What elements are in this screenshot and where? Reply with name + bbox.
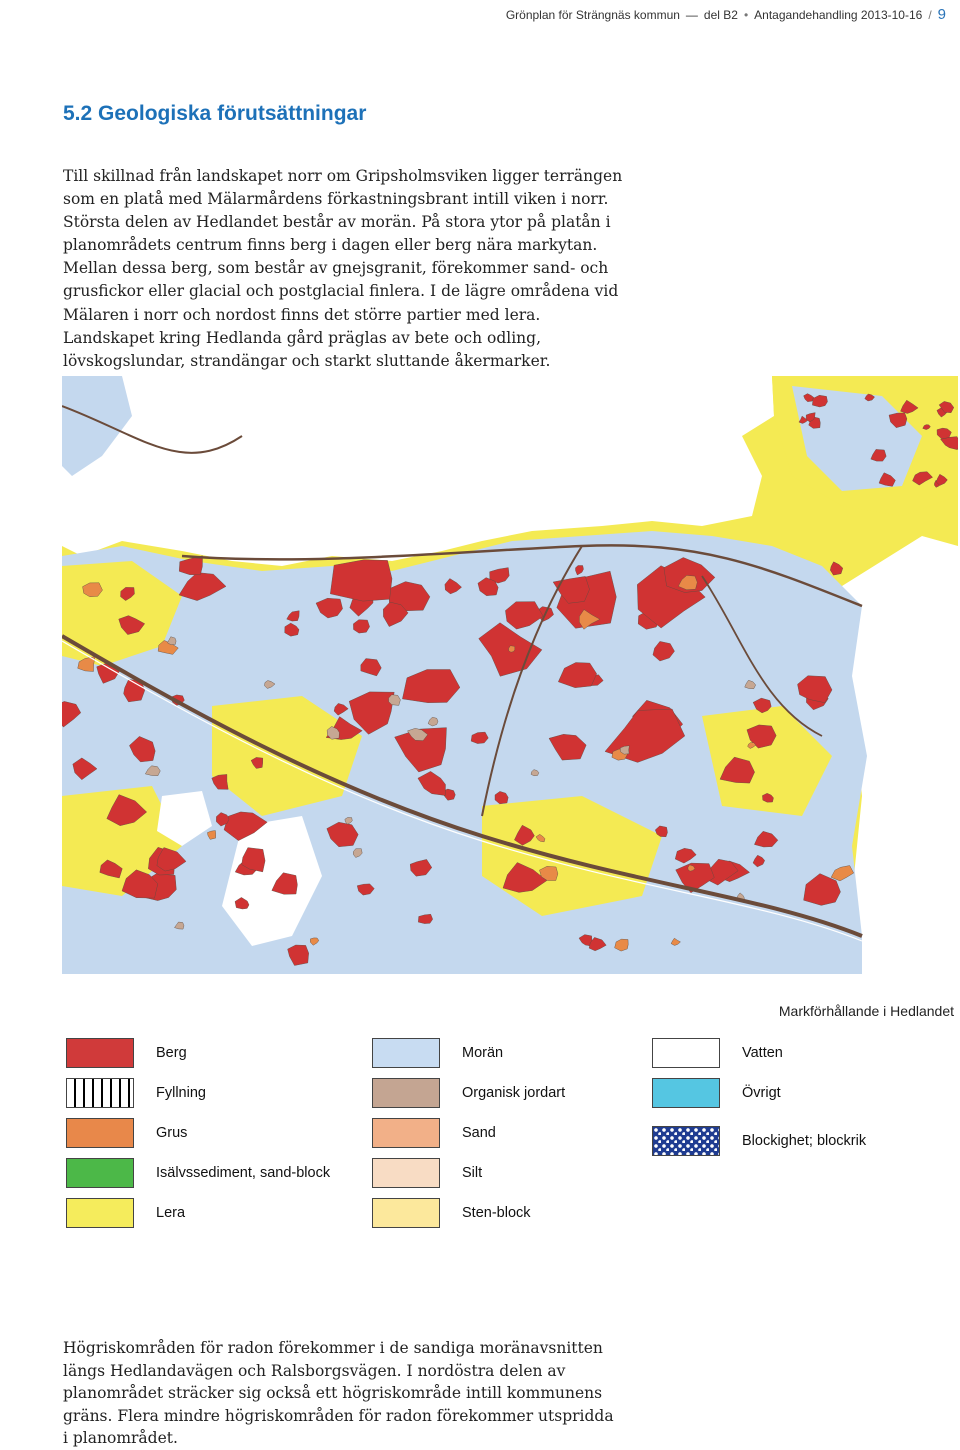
legend-item-silt <box>372 1158 482 1188</box>
map-berg-patch <box>330 560 392 601</box>
legend-label: Sand <box>462 1125 496 1141</box>
legend-item-berg <box>66 1038 187 1068</box>
legend-item-sand <box>372 1118 496 1148</box>
legend-item-fyllning <box>66 1078 206 1108</box>
legend-label: Silt <box>462 1165 483 1181</box>
legend-swatch-berg <box>66 1038 134 1068</box>
legend-title: Markförhållande i Hedlandet <box>778 1003 954 1019</box>
section-body: Till skillnad från landskapet norr om Gripsholmsviken ligger terrängen som en platå med Mälarmårdens förkastningsbrant intill viken i norr. Största delen av Hedlandet består av morän. På stora ytor på platån i planområdets centrum finns berg i dagen eller berg nära markytan. Mellan dessa berg, som består av gnejsgranit, förekommer sand- och grusfickor eller glacial och postglacial finlera. I de lägre områdena vid Mälaren i norr och nordost finns det större partier med lera. Landskapet kring Hedlanda gård präglas av bete och odling, lövskogslundar, strandängar och starkt sluttande åkermarker. <box>63 167 623 370</box>
legend-item-ovrigt <box>652 1078 781 1108</box>
legend-label: Sten-block <box>462 1205 531 1221</box>
legend-item-blockighet <box>652 1126 866 1156</box>
legend-swatch-silt <box>372 1158 440 1188</box>
page-slash: / <box>928 7 932 22</box>
map-berg-patch <box>353 620 369 633</box>
document-title: Grönplan för Strängnäs kommun <box>505 7 680 22</box>
legend-swatch-sten-block <box>372 1198 440 1228</box>
legend-label: Grus <box>156 1125 188 1141</box>
legend-label: Övrigt <box>742 1085 781 1101</box>
legend <box>62 1030 882 1235</box>
legend-item-lera <box>66 1198 185 1228</box>
legend-swatch-blockighet <box>652 1126 720 1156</box>
legend-label: Morän <box>462 1045 504 1061</box>
document-part: del B2 <box>703 7 738 22</box>
legend-label: Isälvssediment, sand-block <box>156 1165 331 1181</box>
legend-swatch-organisk <box>372 1078 440 1108</box>
legend-item-grus <box>66 1118 187 1148</box>
legend-item-sten-block <box>372 1198 531 1228</box>
legend-label: Vatten <box>742 1045 783 1061</box>
page-header <box>506 6 946 23</box>
document-stage: Antagandehandling 2013-10-16 <box>754 7 923 22</box>
legend-item-moran <box>372 1038 503 1068</box>
legend-swatch-grus <box>66 1118 134 1148</box>
page-number: 9 <box>937 6 946 23</box>
radon-paragraph: Högriskområden för radon förekommer i de sandiga moränavsnitten längs Hedlandavägen och Ralsborgsvägen. I nordöstra delen av planområdet sträcker sig också ett högriskområde intill kommunens gräns. Flera mindre högriskområden för radon förekommer utspridda i planområdet. <box>63 1339 614 1447</box>
section-title: 5.2 Geologiska förutsättningar <box>63 102 367 125</box>
legend-swatch-vatten <box>652 1038 720 1068</box>
legend-label: Blockighet; blockrik <box>742 1133 867 1149</box>
legend-label: Lera <box>156 1205 186 1221</box>
legend-item-isalvssediment <box>66 1158 330 1188</box>
legend-swatch-moran <box>372 1038 440 1068</box>
legend-item-organisk-jordart <box>372 1078 565 1108</box>
legend-label: Berg <box>156 1045 187 1061</box>
legend-swatch-lera <box>66 1198 134 1228</box>
legend-item-vatten <box>652 1038 783 1068</box>
legend-swatch-isalvssediment <box>66 1158 134 1188</box>
legend-swatch-sand <box>372 1118 440 1148</box>
title-dash: — <box>685 7 698 22</box>
soil-map-graphic <box>62 376 958 974</box>
legend-label: Fyllning <box>156 1085 206 1101</box>
legend-label: Organisk jordart <box>462 1085 566 1101</box>
soil-map <box>62 376 958 974</box>
legend-swatch-ovrigt <box>652 1078 720 1108</box>
bullet-separator: • <box>743 7 749 22</box>
legend-swatch-fyllning <box>66 1078 134 1108</box>
